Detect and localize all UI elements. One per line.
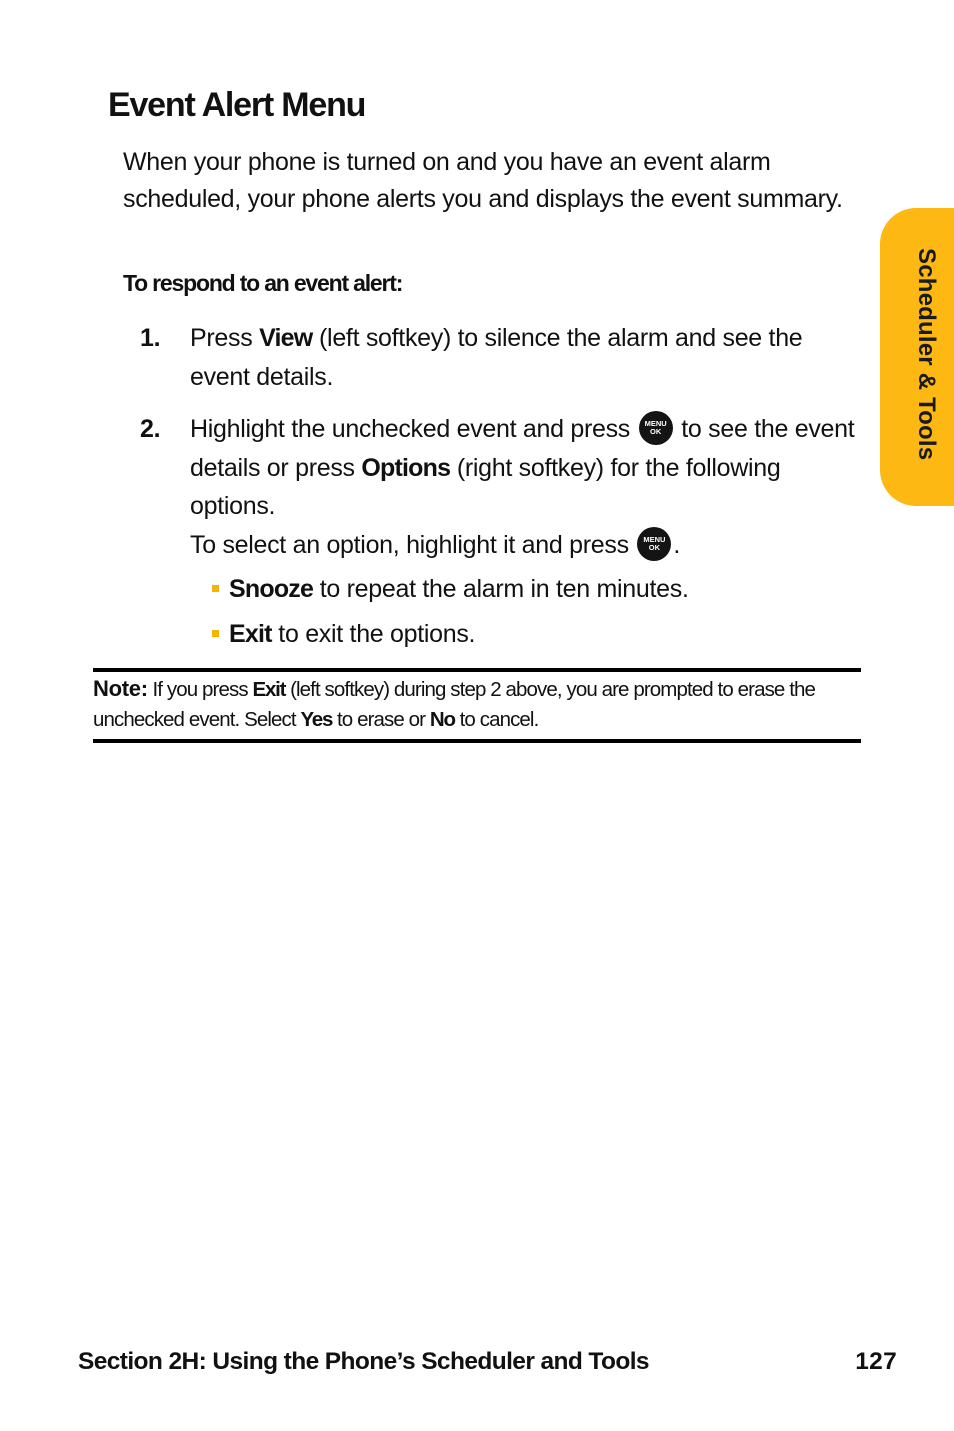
- bullet-square-icon: [212, 585, 219, 592]
- footer-section-title: Section 2H: Using the Phone’s Scheduler and Tools: [78, 1348, 649, 1375]
- step-number: 1.: [140, 324, 161, 352]
- option-label: Exit: [229, 620, 272, 648]
- step-2: [140, 410, 855, 564]
- step-1: [140, 319, 855, 396]
- note-label: Note:: [93, 676, 148, 701]
- intro-paragraph: When your phone is turned on and you have an event alarm scheduled, your phone alerts you and displays the event summary.: [123, 148, 843, 213]
- step-number: 2.: [140, 415, 161, 443]
- page-heading: Event Alert Menu: [108, 86, 366, 124]
- note-bottom-rule: [93, 739, 861, 743]
- note-top-rule: [93, 668, 861, 672]
- bullet-square-icon: [212, 630, 219, 637]
- option-exit: Exit to exit the options.: [212, 616, 475, 652]
- menu-ok-key-icon: MENU OK: [637, 527, 671, 561]
- step-1-text: Press View (left softkey) to silence the alarm and see the event details.: [190, 324, 803, 391]
- note-box: Note: If you press Exit (left softkey) during step 2 above, you are prompted to erase the unchecked event. Select Yes to erase or No to cancel.: [93, 676, 816, 731]
- option-snooze: Snooze to repeat the alarm in ten minutes.: [212, 571, 689, 607]
- view-softkey-label: View: [259, 324, 313, 352]
- options-softkey-label: Options: [361, 453, 451, 482]
- page-number: 127: [855, 1348, 897, 1375]
- menu-ok-key-icon: MENU OK: [639, 411, 673, 445]
- section-tab-label: Scheduler & Tools: [913, 248, 940, 461]
- procedure-subheading: To respond to an event alert:: [123, 270, 403, 296]
- step-2-text: Highlight the unchecked event and press MENU OK to see the event details or press Options (right softkey) for the following options. To select an option, highlight it and press MENU OK .: [190, 410, 855, 564]
- option-label: Snooze: [229, 575, 314, 603]
